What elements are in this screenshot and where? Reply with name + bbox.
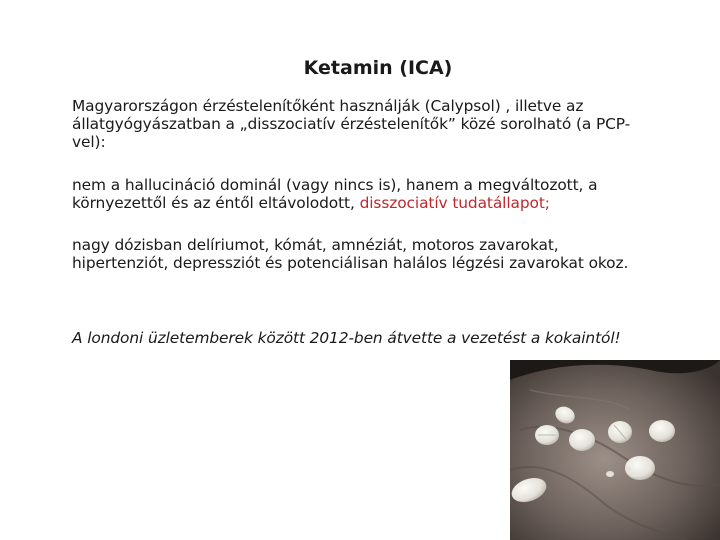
slide-title: Ketamin (ICA) <box>303 57 453 79</box>
paragraph-usage-line-3: vel): <box>72 133 106 151</box>
paragraph-usage <box>72 97 672 151</box>
paragraph-usage-line-1: Magyarországon érzéstelenítőként használják (Calypsol) , illetve az <box>72 97 584 115</box>
hand-with-pills-photo <box>510 360 720 540</box>
paragraph-effects-line-1: nem a hallucináció dominál (vagy nincs is), hanem a megváltozott, a <box>72 176 598 194</box>
paragraph-effects-line-2-text: környezettől és az éntől eltávolodott, <box>72 194 360 212</box>
paragraph-dosage-line-2: hipertenziót, depressziót és potenciálisan halálos légzési zavarokat okoz. <box>72 254 629 272</box>
paragraph-usage-line-2: állatgyógyászatban a „disszociatív érzéstelenítők” közé sorolható (a PCP- <box>72 115 631 133</box>
paragraph-effects-line-2 <box>72 194 672 212</box>
paragraph-effects <box>72 176 672 212</box>
paragraph-dosage <box>72 236 672 272</box>
paragraph-london: A londoni üzletemberek között 2012-ben átvette a vezetést a kokaintól! <box>72 329 621 347</box>
highlighted-text: disszociatív tudatállapot; <box>359 194 550 212</box>
paragraph-dosage-line-1: nagy dózisban delíriumot, kómát, amnéziát, motoros zavarokat, <box>72 236 559 254</box>
